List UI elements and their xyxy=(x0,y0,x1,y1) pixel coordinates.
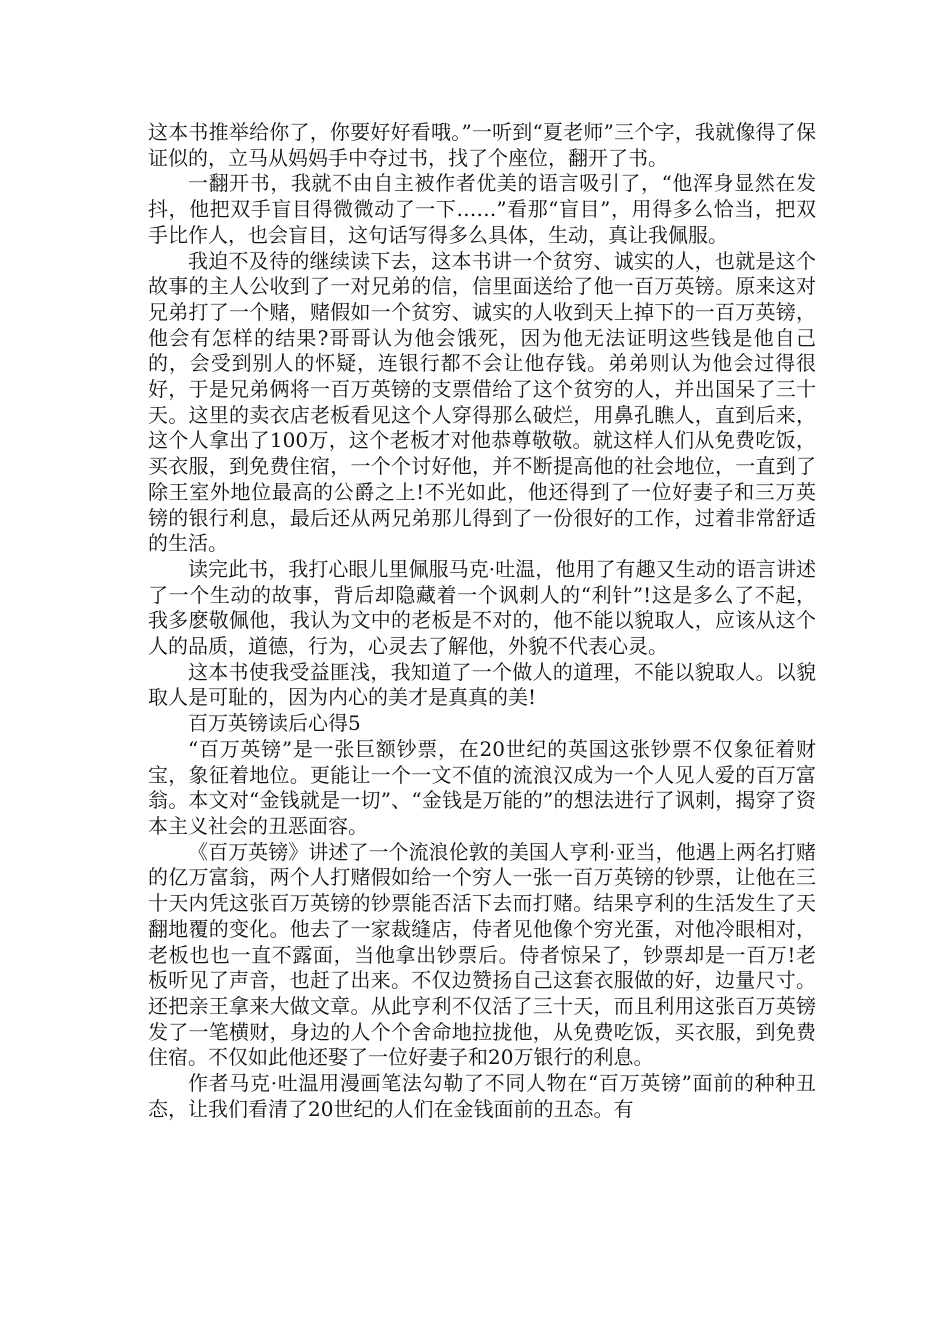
paragraph: 一翻开书，我就不由自主被作者优美的语言吸引了，“他浑身显然在发抖，他把双手盲目得微微动了一下……”看那“盲目”，用得多么恰当，把双手比作人，也会盲目，这句话写得多么具体，生动，真让我佩服。 xyxy=(148,171,816,247)
document-body xyxy=(148,120,816,1122)
paragraph: 我迫不及待的继续读下去，这本书讲一个贫穷、诚实的人，也就是这个故事的主人公收到了一对兄弟的信，信里面送给了他一百万英镑。原来这对兄弟打了一个赌，赌假如一个贫穷、诚实的人收到天上掉下的一百万英镑，他会有怎样的结果?哥哥认为他会饿死，因为他无法证明这些钱是他自己的，会受到别人的怀疑，连银行都不会让他存钱。弟弟则认为他会过得很好，于是兄弟俩将一百万英镑的支票借给了这个贫穷的人，并出国呆了三十天。这里的卖衣店老板看见这个人穿得那么破烂，用鼻孔瞧人，直到后来，这个人拿出了100万，这个老板才对他恭尊敬敬。就这样人们从免费吃饭，买衣服，到免费住宿，一个个讨好他，并不断提高他的社会地位，一直到了除王室外地位最高的公爵之上!不光如此，他还得到了一位好妻子和三万英镑的银行利息，最后还从两兄弟那儿得到了一份很好的工作，过着非常舒适的生活。 xyxy=(148,248,816,556)
paragraph-continued: 这本书推举给你了，你要好好看哦。”一听到“夏老师”三个字，我就像得了保证似的，立马从妈妈手中夺过书，找了个座位，翻开了书。 xyxy=(148,120,816,170)
paragraph: 《百万英镑》讲述了一个流浪伦敦的美国人亨利·亚当，他遇上两名打赌的亿万富翁，两个人打赌假如给一个穷人一张一百万英镑的钞票，让他在三十天内凭这张百万英镑的钞票能否活下去而打赌。结果亨利的生活发生了天翻地覆的变化。他去了一家裁缝店，侍者见他像个穷光蛋，对他冷眼相对，老板也也一直不露面，当他拿出钞票后。侍者惊呆了，钞票却是一百万!老板听见了声音，也赶了出来。不仅边赞扬自己这套衣服做的好，边量尺寸。还把亲王拿来大做文章。从此亨利不仅活了三十天，而且利用这张百万英镑发了一笔横财，身边的人个个舍命地拉拢他，从免费吃饭，买衣服，到免费住宿。不仅如此他还娶了一位好妻子和20万银行的利息。 xyxy=(148,839,816,1070)
paragraph: “百万英镑”是一张巨额钞票，在20世纪的英国这张钞票不仅象征着财宝，象征着地位。更能让一个一文不值的流浪汉成为一个人见人爱的百万富翁。本文对“金钱就是一切”、“金钱是万能的”的想法进行了讽刺，揭穿了资本主义社会的丑恶面容。 xyxy=(148,736,816,838)
section-heading: 百万英镑读后心得5 xyxy=(188,711,361,736)
paragraph: 读完此书，我打心眼儿里佩服马克·吐温，他用了有趣又生动的语言讲述了一个生动的故事，背后却隐藏着一个讽刺人的“利针”!这是多么了不起，我多麽敬佩他，我认为文中的老板是不对的，他不能以貌取人，应该从这个人的品质，道德，行为，心灵去了解他，外貌不代表心灵。 xyxy=(148,556,816,659)
paragraph: 作者马克·吐温用漫画笔法勾勒了不同人物在“百万英镑”面前的种种丑态，让我们看清了20世纪的人们在金钱面前的丑态。有 xyxy=(148,1071,816,1121)
paragraph: 这本书使我受益匪浅，我知道了一个做人的道理，不能以貌取人。以貌取人是可耻的，因为内心的美才是真真的美! xyxy=(148,659,816,710)
